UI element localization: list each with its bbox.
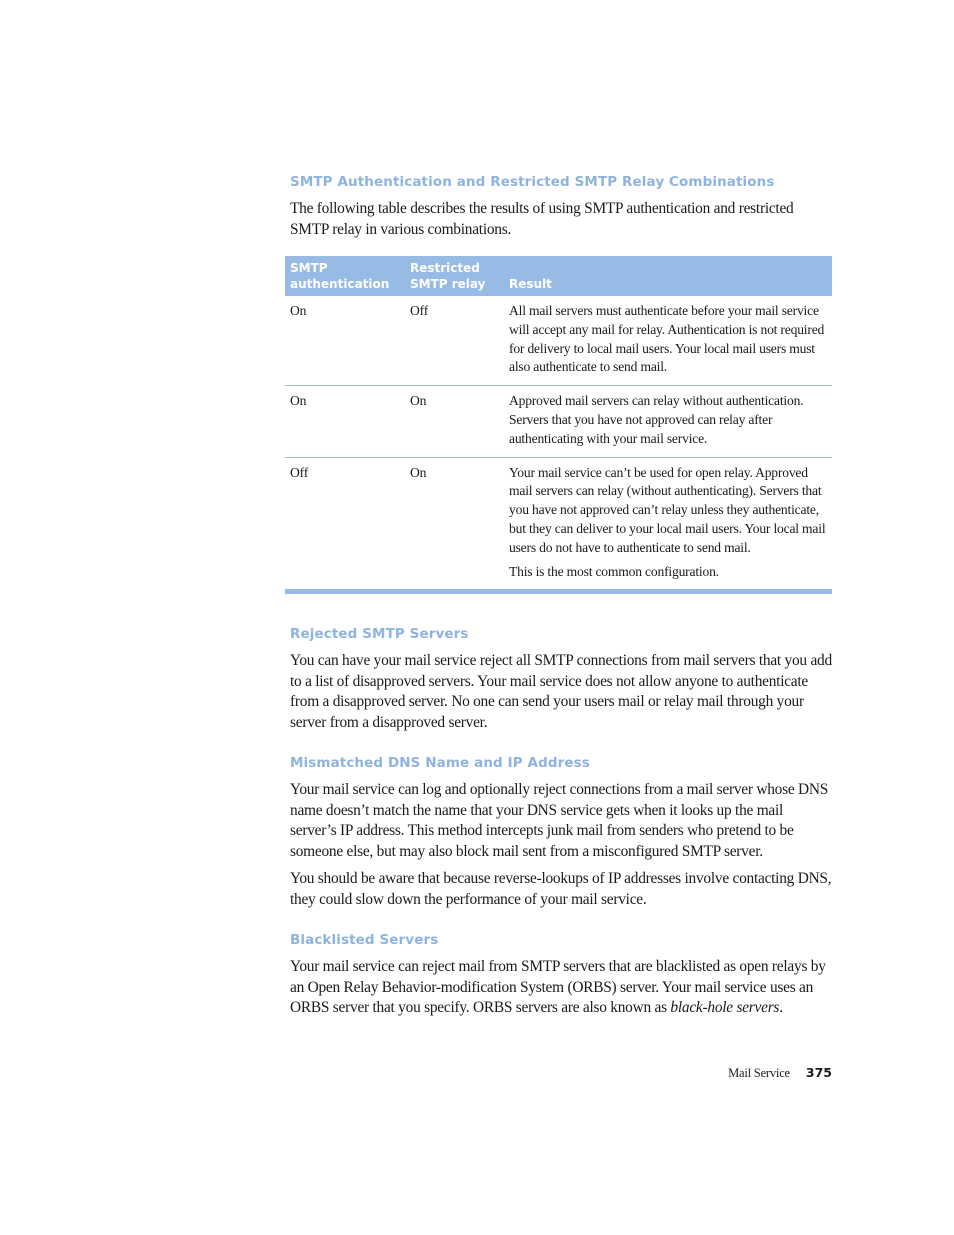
intro-paragraph: The following table describes the results of using SMTP authentication and restricted SMTP relay in various combinations. — [290, 200, 794, 238]
table-row — [285, 457, 832, 592]
page-footer — [728, 1064, 832, 1082]
cell-relay: On — [405, 386, 504, 457]
cell-auth: On — [285, 296, 405, 386]
cell-auth: On — [285, 386, 405, 457]
smtp-combinations-table — [285, 256, 832, 594]
section-heading-smtp-combinations: SMTP Authentication and Restricted SMTP Relay Combinations — [290, 174, 775, 190]
page-number: 375 — [805, 1065, 832, 1080]
black-hole-servers-term: black-hole servers — [670, 999, 780, 1016]
mismatched-dns-paragraph-2: You should be aware that because reverse-lookups of IP addresses involve contacting DNS, they could slow down the performance of your mail service. — [290, 870, 832, 908]
cell-result-note: This is the most common configuration. — [509, 563, 719, 579]
cell-result: All mail servers must authenticate before your mail service will accept any mail for relay. Authentication is not required for delivery to local mail users. Your local mail users must also authenticate to send mail. — [504, 296, 832, 386]
footer-section-name: Mail Service — [728, 1066, 790, 1080]
cell-relay: Off — [405, 296, 504, 386]
column-header-restricted-relay: Restricted SMTP relay — [405, 256, 504, 296]
rejected-servers-paragraph: You can have your mail service reject all SMTP connections from mail servers that you add to a list of disapproved servers. Your mail service does not allow anyone to authenticate from a disapproved server. No one can send your users mail or relay mail through your server from a disapproved server. — [290, 652, 832, 731]
column-header-result: Result — [504, 256, 832, 296]
section-heading-mismatched-dns: Mismatched DNS Name and IP Address — [290, 755, 590, 771]
cell-relay: On — [405, 457, 504, 592]
column-header-smtp-authentication: SMTP authentication — [285, 256, 405, 296]
cell-result — [504, 457, 832, 592]
cell-result: Approved mail servers can relay without authentication. Servers that you have not approved can relay after authenticating with your mail service. — [504, 386, 832, 457]
blacklisted-servers-paragraph: Your mail service can reject mail from SMTP servers that are blacklisted as open relays by an Open Relay Behavior-modification System (ORBS) server. Your mail service uses an ORBS server that you specify. ORBS servers are also known as black-hole servers. — [290, 958, 826, 1016]
mismatched-dns-paragraph-1: Your mail service can log and optionally reject connections from a mail server whose DNS name doesn’t match the name that your DNS service gets when it looks up the mail server’s IP address. This method intercepts junk mail from senders who pretend to be someone else, but may also block mail sent from a misconfigured SMTP server. — [290, 781, 829, 860]
cell-result-text: Your mail service can’t be used for open relay. Approved mail servers can relay (without authenticating). Servers that you have not approved can’t relay unless they authenticate, but they can deliver to your local mail users. Your local mail users do not have to authenticate to send mail. — [509, 464, 826, 555]
section-heading-rejected-servers: Rejected SMTP Servers — [290, 626, 469, 642]
table-row — [285, 386, 832, 457]
section-heading-blacklisted-servers: Blacklisted Servers — [290, 932, 439, 948]
table-header-row — [285, 256, 832, 296]
table-row — [285, 296, 832, 386]
cell-auth: Off — [285, 457, 405, 592]
